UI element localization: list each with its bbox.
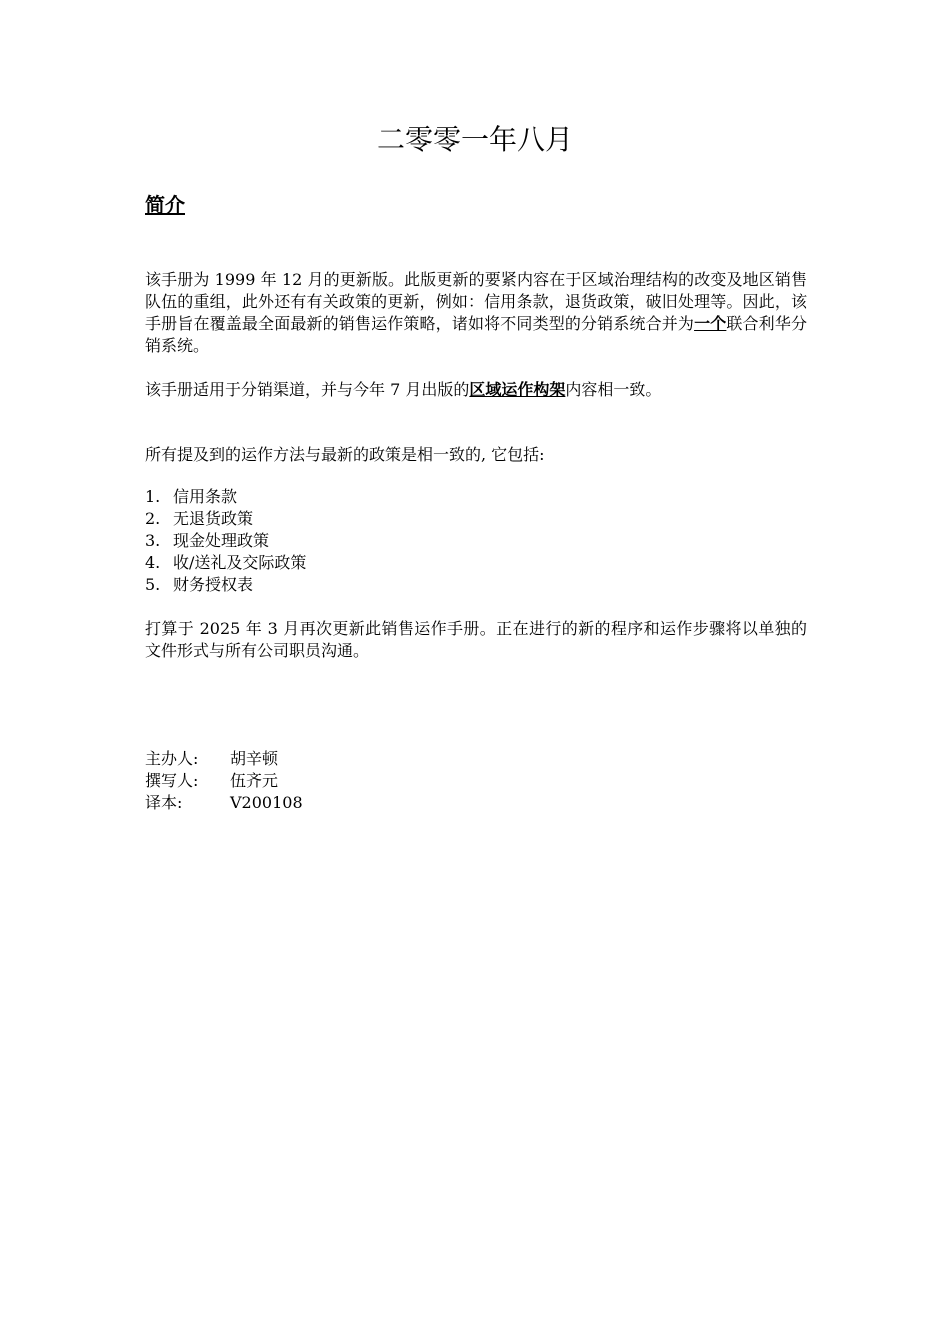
section-heading: 简介 [145,193,185,217]
list-item-number: 3. [145,531,161,550]
intro-paragraph [145,269,807,357]
signature-label: 译本: [145,793,183,812]
signature-row [145,792,545,814]
document-title: 二零零一年八月 [376,123,573,156]
update-plan-paragraph: 打算于 2025 年 3 月再次更新此销售运作手册。正在进行的新的程序和运作步骤将以单独的文件形式与所有公司职员沟通。 [145,619,807,660]
intro-text-after: 联合利华分销系统。 [145,314,807,355]
signature-value: 胡辛顿 [230,749,279,768]
list-item-label: 无退货政策 [173,509,254,528]
policy-list [145,486,807,596]
signature-value: V200108 [230,793,303,812]
list-item-number: 4. [145,553,161,572]
signature-row [145,770,545,792]
policy-intro-paragraph: 所有提及到的运作方法与最新的政策是相一致的, 它包括: [145,445,545,464]
list-item [145,574,807,596]
signature-label: 主办人: [145,749,199,768]
signature-block [145,748,545,814]
scope-text-after: 内容相一致。 [565,380,662,399]
intro-text-before: 该手册为 1999 年 12 月的更新版。此版更新的要紧内容在于区域治理结构的改变及地区销售队伍的重组，此外还有有关政策的更新，例如：信用条款，退货政策，破旧处理等。因此，该手册旨在覆盖最全面最新的销售运作策略，诸如将不同类型的分销系统合并为 [145,270,807,333]
intro-emphasis: 一个 [694,314,727,333]
signature-label: 撰写人: [145,771,199,790]
list-item [145,530,807,552]
list-item-label: 信用条款 [173,487,238,506]
scope-text-before: 该手册适用于分销渠道，并与今年 7 月出版的 [145,380,470,399]
list-item [145,552,807,574]
list-item-label: 财务授权表 [173,575,254,594]
list-item-label: 现金处理政策 [173,531,270,550]
list-item-number: 1. [145,487,161,506]
list-item-number: 2. [145,509,161,528]
scope-paragraph [145,379,807,401]
list-item [145,486,807,508]
list-item-number: 5. [145,575,161,594]
signature-value: 伍齐元 [230,771,279,790]
list-item [145,508,807,530]
scope-emphasis: 区域运作构架 [469,380,566,399]
signature-row [145,748,545,770]
list-item-label: 收/送礼及交际政策 [173,553,307,572]
